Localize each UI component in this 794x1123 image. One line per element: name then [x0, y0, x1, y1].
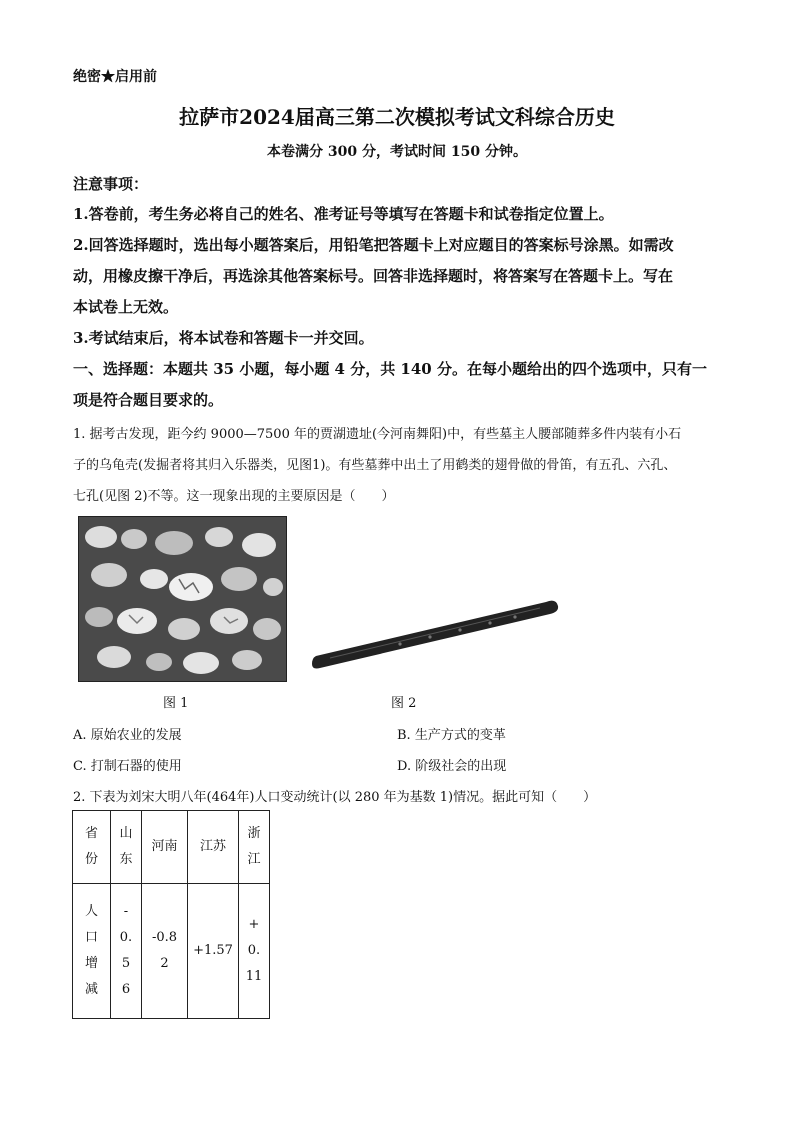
top-secret-label: 绝密★启用前 [73, 69, 157, 85]
option-b: B. 生产方式的变革 [397, 728, 506, 743]
table-row [73, 884, 270, 1019]
question-1-line-3: 七孔(见图 2)不等。这一现象出现的主要原因是（ ） [73, 489, 395, 504]
notice-item-1: 1.答卷前，考生务必将自己的姓名、准考证号等填写在答题卡和试卷指定位置上。 [73, 205, 614, 223]
table-cell-value [239, 884, 270, 1019]
question-1-line-1: 1. 据考古发现，距今约 9000—7500 年的贾湖遗址(今河南舞阳)中，有些墓主人腰部随葬多件内装有小石 [73, 427, 682, 442]
notice-item-2-line-1: 2.回答选择题时，选出每小题答案后，用铅笔把答题卡上对应题目的答案标号涂黑。如需改 [73, 236, 674, 254]
question-2-stem: 2. 下表为刘宋大明八年(464年)人口变动统计(以 280 年为基数 1)情况。据此可知（ ） [73, 790, 597, 805]
table-header-row [73, 811, 270, 884]
table-header-label [73, 811, 111, 884]
figure-1-caption: 图 1 [163, 696, 189, 711]
exam-title: 拉萨市2024届高三第二次模拟考试文科综合历史 [179, 105, 615, 129]
value-jiangsu: +1.57 [193, 943, 233, 958]
exam-subtitle: 本卷满分 300 分，考试时间 150 分钟。 [267, 144, 527, 160]
table-cell-province [111, 811, 142, 884]
section-heading-line-1: 一、选择题：本题共 35 小题，每小题 4 分，共 140 分。在每小题给出的四个选项中，只有一 [73, 360, 707, 378]
option-c: C. 打制石器的使用 [73, 759, 182, 774]
table-cell-province [142, 811, 188, 884]
value-shandong: -0.56 [119, 904, 133, 997]
table-header-label-text: 省份 [84, 826, 98, 867]
notice-heading: 注意事项： [73, 175, 149, 193]
province-jiangsu: 江苏 [199, 839, 226, 854]
province-henan: 河南 [151, 839, 178, 854]
option-d: D. 阶级社会的出现 [397, 759, 507, 774]
notice-item-3: 3.考试结束后，将本试卷和答题卡一并交回。 [73, 329, 374, 347]
table-cell-province [239, 811, 270, 884]
bone-flute-photo [310, 588, 560, 672]
province-shandong: 山东 [119, 826, 133, 867]
question-1-line-2: 子的乌龟壳(发掘者将其归入乐器类，见图1)。有些墓葬中出土了用鹤类的翅骨做的骨笛，有五孔、六孔、 [73, 458, 677, 473]
table-cell-value [188, 884, 239, 1019]
table-cell-value [142, 884, 188, 1019]
notice-item-2-line-2: 动，用橡皮擦干净后，再选涂其他答案标号。回答非选择题时，将答案写在答题卡上。写在 [73, 267, 674, 285]
turtle-shells-photo [78, 516, 287, 682]
option-a: A. 原始农业的发展 [73, 728, 182, 743]
table-row-label-text: 人口增减 [84, 904, 98, 997]
value-henan: -0.82 [151, 930, 178, 971]
population-change-table [72, 810, 270, 1019]
figure-2-caption: 图 2 [391, 696, 417, 711]
table-row-label [73, 884, 111, 1019]
notice-item-2-line-3: 本试卷上无效。 [73, 298, 179, 316]
province-zhejiang: 浙江 [247, 826, 261, 867]
table-cell-value [111, 884, 142, 1019]
value-zhejiang: +0.11 [245, 917, 263, 984]
section-heading-line-2: 项是符合题目要求的。 [73, 391, 224, 409]
table-cell-province [188, 811, 239, 884]
